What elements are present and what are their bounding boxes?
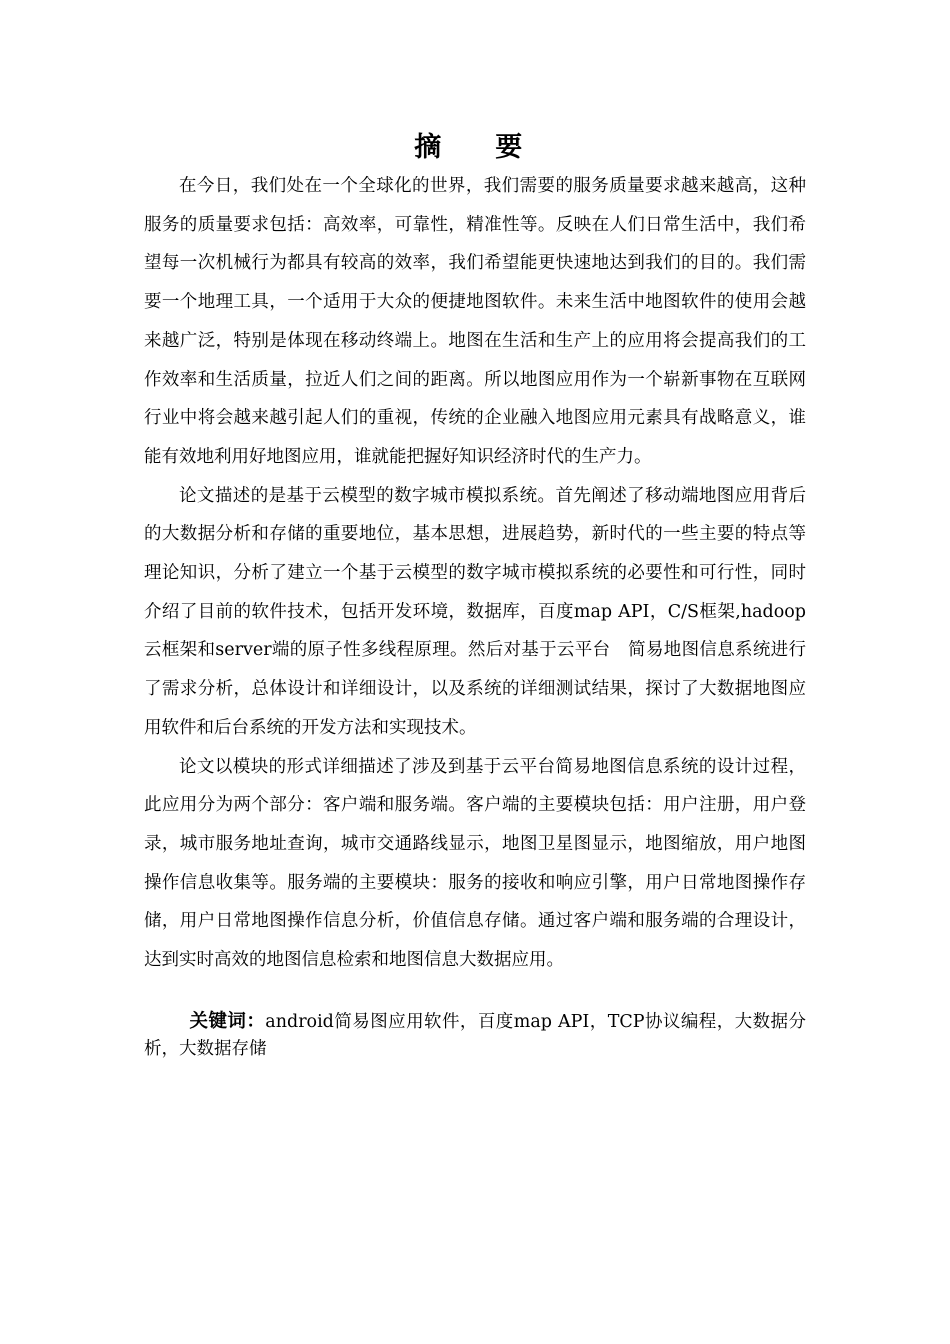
keywords-text: android简易图应用软件，百度map API，TCP协议编程，大数据分析，大数据存储	[144, 1011, 806, 1059]
abstract-title: 摘 要	[414, 132, 536, 163]
abstract-paragraph-2: 论文描述的是基于云模型的数字城市模拟系统。首先阐述了移动端地图应用背后的大数据分析和存储的重要地位，基本思想，进展趋势，新时代的一些主要的特点等理论知识，分析了建立一个基于云模型的数字城市模拟系统的必要性和可行性，同时介绍了目前的软件技术，包括开发环境，数据库，百度map API，C/S框架,hadoop云框架和server端的原子性多线程原理。然后对基于云平台 简易地图信息系统进行了需求分析，总体设计和详细设计，以及系统的详细测试结果，探讨了大数据地图应用软件和后台系统的开发方法和实现技术。	[144, 485, 806, 738]
keywords-label: 关键词：	[189, 1010, 266, 1032]
abstract-paragraph-3: 论文以模块的形式详细描述了涉及到基于云平台简易地图信息系统的设计过程，此应用分为两个部分：客户端和服务端。客户端的主要模块包括：用户注册，用户登录，城市服务地址查询，城市交通路线显示，地图卫星图显示，地图缩放，用户地图操作信息收集等。服务端的主要模块：服务的接收和响应引擎，用户日常地图操作存储，用户日常地图操作信息分析，价值信息存储。通过客户端和服务端的合理设计，达到实时高效的地图信息检索和地图信息大数据应用。	[144, 756, 806, 971]
abstract-paragraph-1: 在今日，我们处在一个全球化的世界，我们需要的服务质量要求越来越高，这种服务的质量要求包括：高效率，可靠性，精准性等。反映在人们日常生活中，我们希望每一次机械行为都具有较高的效率，我们希望能更快速地达到我们的目的。我们需要一个地理工具，一个适用于大众的便捷地图软件。未来生活中地图软件的使用会越来越广泛，特别是体现在移动终端上。地图在生活和生产上的应用将会提高我们的工作效率和生活质量，拉近人们之间的距离。所以地图应用作为一个崭新事物在互联网行业中将会越来越引起人们的重视，传统的企业融入地图应用元素具有战略意义，谁能有效地利用好地图应用，谁就能把握好知识经济时代的生产力。	[144, 176, 806, 467]
abstract-page	[144, 130, 806, 1063]
keywords-line	[144, 1008, 806, 1063]
